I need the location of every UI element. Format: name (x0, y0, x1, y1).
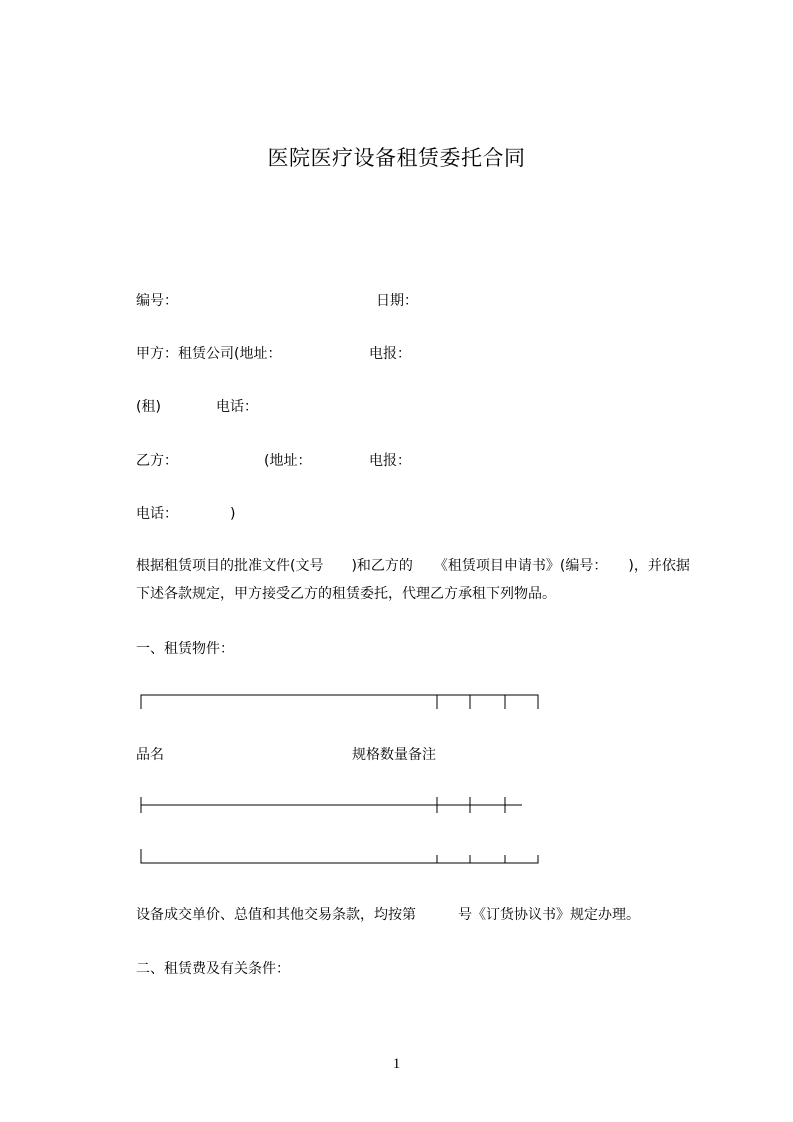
party-b-close-paren: ) (230, 506, 236, 522)
party-a-address-label: 甲方：租赁公司(地址： (136, 346, 282, 362)
page-number: 1 (392, 1056, 401, 1072)
section-2-heading: 二、租赁费及有关条件： (136, 961, 290, 977)
table-bottom-border (140, 848, 542, 864)
section-1-heading: 一、租赁物件： (136, 641, 234, 657)
party-a-phone-label: 电话： (216, 399, 258, 415)
date-label: 日期： (376, 293, 418, 309)
table-header-name: 品名 (136, 747, 164, 763)
document-title: 医院医疗设备租赁委托合同 (267, 146, 526, 170)
table-mid-border (140, 796, 542, 814)
party-b-phone-label: 电话： (136, 506, 178, 522)
table-header-rest: 规格数量备注 (352, 747, 436, 763)
number-label: 编号： (136, 293, 178, 309)
intro-paragraph: 根据租赁项目的批准文件(文号 )和乙方的 《租赁项目申请书》(编号： )，并依据下述各款规定，甲方接受乙方的租赁委托，代理乙方承租下列物品。 (136, 558, 690, 602)
party-a-telegram-label: 电报： (369, 346, 411, 362)
party-a-rent-label: (租) (136, 399, 161, 415)
party-b-label: 乙方： (136, 453, 178, 469)
party-b-telegram-label: 电报： (369, 453, 411, 469)
price-clause: 设备成交单价、总值和其他交易条款，均按第 号《订货协议书》规定办理。 (136, 907, 640, 923)
table-top-border (140, 694, 542, 710)
party-b-address-label: (地址： (264, 453, 312, 469)
